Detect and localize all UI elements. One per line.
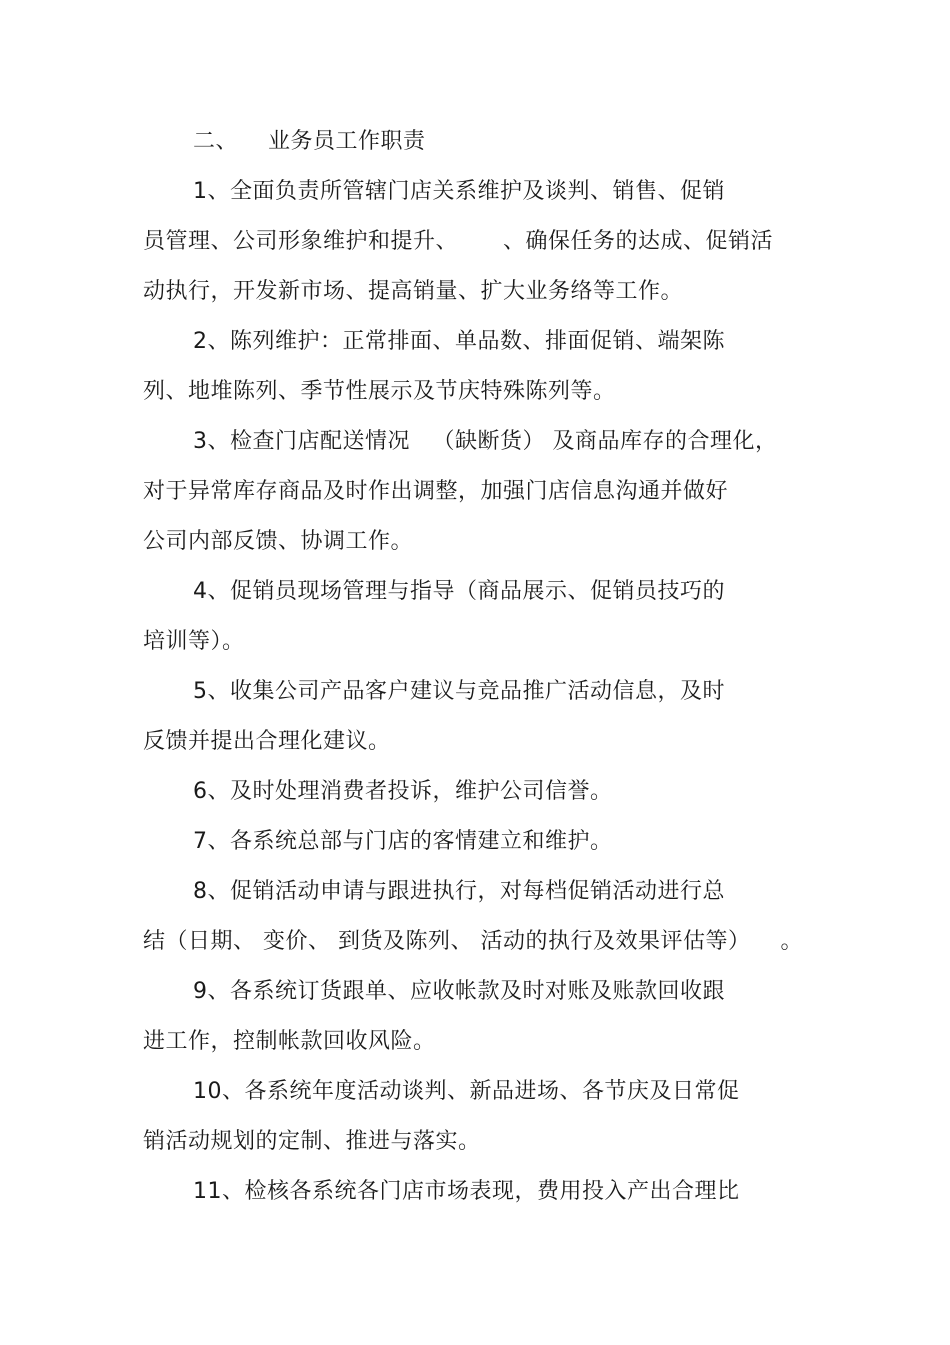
duty-4-line-2: 培训等）。 xyxy=(143,629,245,654)
duty-10-line-2: 销活动规划的定制、推进与落实。 xyxy=(143,1129,481,1154)
duty-8-line-2: 结（日期、 变价、 到货及陈列、 活动的执行及效果评估等） 。 xyxy=(143,929,803,954)
section-heading: 二、 业务员工作职责 xyxy=(193,129,426,154)
duty-1-line-1: 1、全面负责所管辖门店关系维护及谈判、销售、促销 xyxy=(193,179,725,204)
duty-1-line-2: 员管理、公司形象维护和提升、 、确保任务的达成、促销活 xyxy=(143,229,773,254)
duty-10-line-1: 10、各系统年度活动谈判、新品进场、各节庆及日常促 xyxy=(193,1079,740,1104)
duty-3-line-1: 3、检查门店配送情况 （缺断货） 及商品库存的合理化， xyxy=(193,429,778,454)
duty-5-line-2: 反馈并提出合理化建议。 xyxy=(143,729,391,754)
duty-9-line-2: 进工作，控制帐款回收风险。 xyxy=(143,1029,436,1054)
duty-6-line-1: 6、及时处理消费者投诉，维护公司信誉。 xyxy=(193,779,613,804)
duty-2-line-2: 列、地堆陈列、季节性展示及节庆特殊陈列等。 xyxy=(143,379,616,404)
duty-1-line-3: 动执行，开发新市场、提高销量、扩大业务络等工作。 xyxy=(143,279,684,304)
duty-8-line-1: 8、促销活动申请与跟进执行，对每档促销活动进行总 xyxy=(193,879,725,904)
duty-5-line-1: 5、收集公司产品客户建议与竞品推广活动信息，及时 xyxy=(193,679,725,704)
duty-7-line-1: 7、各系统总部与门店的客情建立和维护。 xyxy=(193,829,613,854)
duty-11-line-1: 11、检核各系统各门店市场表现，费用投入产出合理比 xyxy=(193,1179,740,1204)
duty-3-line-3: 公司内部反馈、协调工作。 xyxy=(143,529,414,554)
duty-3-line-2: 对于异常库存商品及时作出调整，加强门店信息沟通并做好 xyxy=(143,479,729,504)
duty-4-line-1: 4、促销员现场管理与指导（商品展示、促销员技巧的 xyxy=(193,579,725,604)
duty-2-line-1: 2、陈列维护：正常排面、单品数、排面促销、端架陈 xyxy=(193,329,725,354)
duty-9-line-1: 9、各系统订货跟单、应收帐款及时对账及账款回收跟 xyxy=(193,979,725,1004)
